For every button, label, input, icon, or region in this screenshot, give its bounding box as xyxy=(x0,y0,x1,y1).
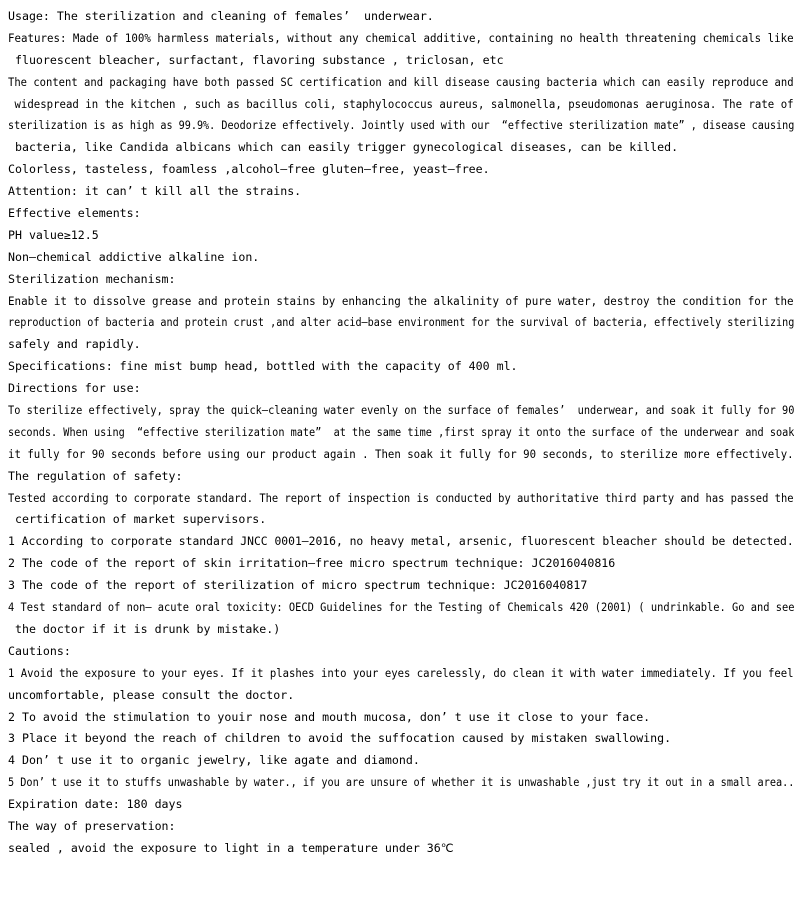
specifications-line: Specifications: fine mist bump head, bottled with the capacity of 400 ml. xyxy=(8,359,518,374)
mechanism-line-1: Enable it to dissolve grease and protein stains by enhancing the alkalinity of pure water, destroy the condition for the xyxy=(8,293,794,308)
safety-line-1: Tested according to corporate standard. The report of inspection is conducted by authoritative third party and has passed the xyxy=(8,490,794,505)
mechanism-line-3: safely and rapidly. xyxy=(8,337,141,352)
safety-line-2: certification of market supervisors. xyxy=(8,512,267,527)
mechanism-line-2: reproduction of bacteria and protein crust ,and alter acid—base environment for the survival of bacteria, effectively sterilizing xyxy=(8,315,794,330)
caution-item-1: 1 Avoid the exposure to your eyes. If it plashes into your eyes carelessly, do clean it with water immediately. If you feel xyxy=(8,665,794,680)
content-packaging-line-cont-3: bacteria, like Candida albicans which can easily trigger gynecological diseases, can be killed. xyxy=(8,140,679,155)
safety-regulation-heading: The regulation of safety: xyxy=(8,468,183,483)
safety-item-4-cont: the doctor if it is drunk by mistake.) xyxy=(8,621,281,636)
caution-item-1-cont: uncomfortable, please consult the doctor. xyxy=(8,687,295,702)
attention-line: Attention: it can’ t kill all the strains. xyxy=(8,184,302,199)
features-line-cont: fluorescent bleacher, surfactant, flavoring substance , triclosan, etc xyxy=(8,52,504,67)
caution-item-5: 5 Don’ t use it to stuffs unwashable by water., if you are unsure of whether it is unwashable ,just try it out in a small area.. xyxy=(8,775,795,790)
expiration-date-line: Expiration date: 180 days xyxy=(8,797,183,812)
ph-value-line: PH value≥12.5 xyxy=(8,227,99,242)
content-packaging-line-cont-1: widespread in the kitchen , such as bacillus coli, staphylococcus aureus, salmonella, pseudomonas aeruginosa. The rate of xyxy=(8,96,794,111)
content-packaging-line: The content and packaging have both passed SC certification and kill disease causing bacteria which can easily reproduce and xyxy=(8,74,794,89)
safety-item-1: 1 According to corporate standard JNCC 0001—2016, no heavy metal, arsenic, fluorescent bleacher should be detected. xyxy=(8,534,794,549)
alkaline-ion-line: Non—chemical addictive alkaline ion. xyxy=(8,249,260,264)
directions-line-2: seconds. When using “effective sterilization mate” at the same time ,first spray it onto the surface of the underwear and soak xyxy=(8,424,795,439)
caution-item-3: 3 Place it beyond the reach of children to avoid the suffocation caused by mistaken swallowing. xyxy=(8,731,672,746)
cautions-heading: Cautions: xyxy=(8,643,71,658)
caution-item-4: 4 Don’ t use it to organic jewelry, like agate and diamond. xyxy=(8,753,420,768)
sterilization-mechanism-heading: Sterilization mechanism: xyxy=(8,271,176,286)
features-line: Features: Made of 100% harmless materials, without any chemical additive, containing no health threatening chemicals like xyxy=(8,30,794,45)
safety-item-3: 3 The code of the report of sterilization of micro spectrum technique: JC2016040817 xyxy=(8,578,588,593)
caution-item-2: 2 To avoid the stimulation to youir nose and mouth mucosa, don’ t use it close to your face. xyxy=(8,709,651,724)
properties-line: Colorless, tasteless, foamless ,alcohol—free gluten—free, yeast—free. xyxy=(8,162,490,177)
directions-line-3: it fully for 90 seconds before using our product again . Then soak it fully for 90 seconds, to sterilize more effectively. xyxy=(8,446,794,461)
usage-line: Usage: The sterilization and cleaning of females’ underwear. xyxy=(8,9,434,23)
content-packaging-line-cont-2: sterilization is as high as 99.9%. Deodorize effectively. Jointly used with our “effective sterilization mate” , disease causing xyxy=(8,118,794,133)
product-instructions-document xyxy=(8,6,794,860)
preservation-heading: The way of preservation: xyxy=(8,818,176,833)
directions-heading: Directions for use: xyxy=(8,381,141,396)
safety-item-2: 2 The code of the report of skin irritation—free micro spectrum technique: JC2016040816 xyxy=(8,556,616,571)
directions-line-1: To sterilize effectively, spray the quick—cleaning water evenly on the surface of females’ underwear, and soak it fully for 90 xyxy=(8,403,794,418)
preservation-line: sealed , avoid the exposure to light in a temperature under 36℃ xyxy=(8,840,454,855)
safety-item-4: 4 Test standard of non— acute oral toxicity: OECD Guidelines for the Testing of Chemicals 420 (2001) ( undrinkable. Go and see xyxy=(8,600,795,615)
effective-elements-heading: Effective elements: xyxy=(8,206,141,221)
